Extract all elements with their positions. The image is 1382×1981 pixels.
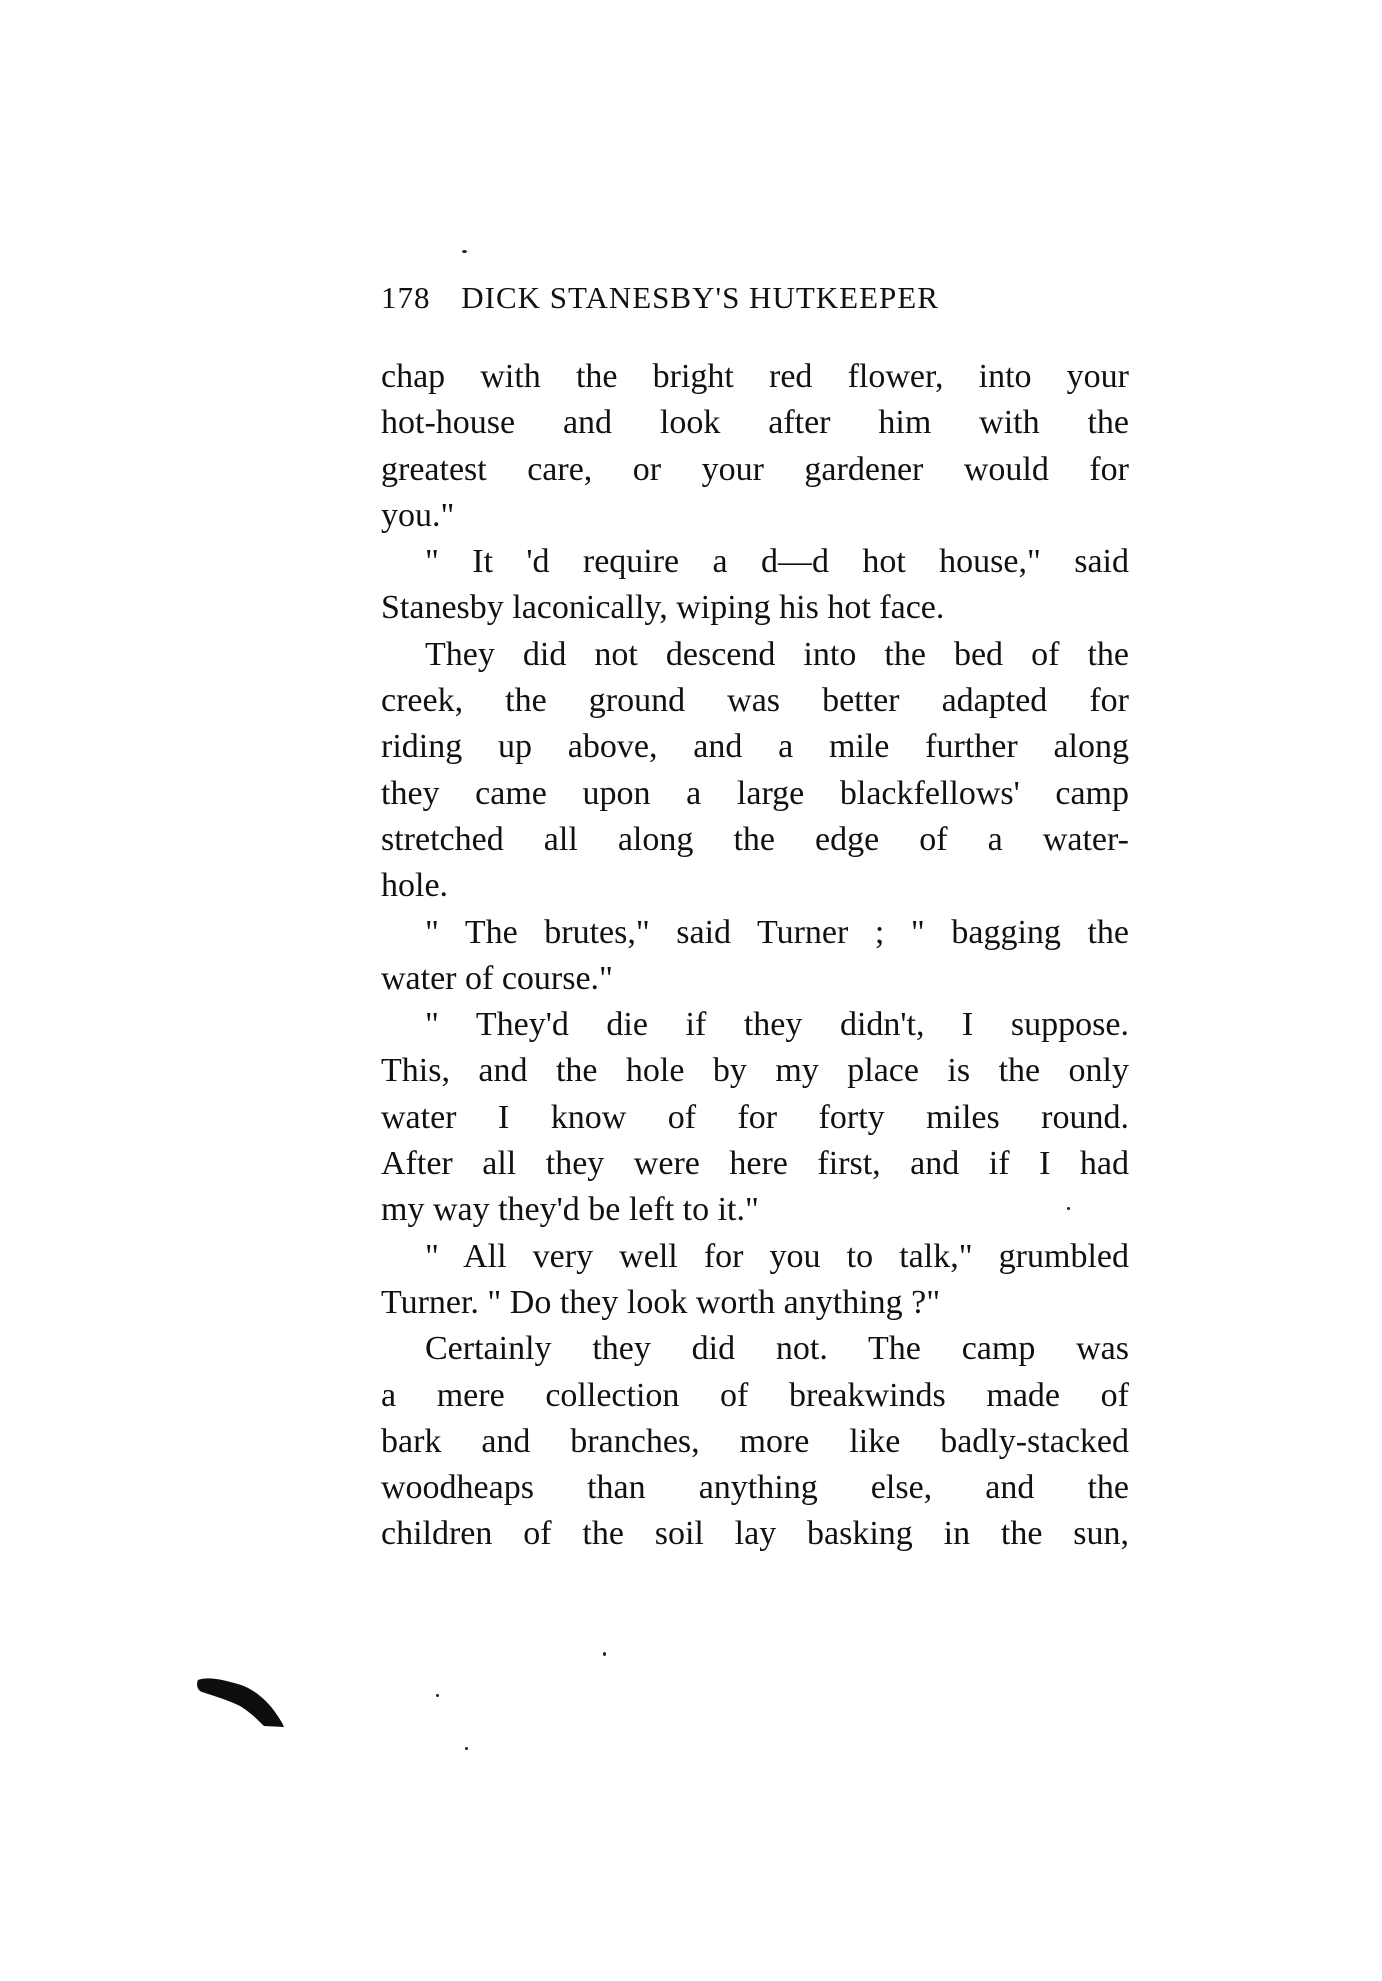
text-line: my way they'd be left to it." [381, 1191, 759, 1229]
text-line: This, and the hole by my place is the only [381, 1052, 1129, 1090]
ink-speck [462, 250, 467, 253]
text-line: hole. [381, 867, 449, 905]
text-line: greatest care, or your gardener would for [381, 450, 1129, 488]
ink-speck [603, 1652, 606, 1656]
text-line: they came upon a large blackfellows' camp [381, 774, 1129, 812]
ink-speck [465, 1747, 468, 1750]
text-line: " The brutes," said Turner ; " bagging the [425, 913, 1129, 951]
text-line: water of course." [381, 959, 613, 997]
text-line: woodheaps than anything else, and the [381, 1469, 1129, 1507]
text-line: you." [381, 496, 455, 534]
text-line: a mere collection of breakwinds made of [381, 1376, 1129, 1414]
text-line: bark and branches, more like badly-stacked [381, 1422, 1129, 1460]
text-line: riding up above, and a mile further along [381, 728, 1129, 766]
ink-speck [1067, 1207, 1070, 1210]
text-line: " They'd die if they didn't, I suppose. [425, 1006, 1129, 1044]
page-number: 178 [381, 280, 431, 315]
text-line: Certainly they did not. The camp was [425, 1330, 1129, 1368]
text-line: After all they were here first, and if I had [381, 1145, 1129, 1183]
ink-speck [436, 1694, 439, 1697]
text-line: children of the soil lay basking in the sun, [381, 1515, 1129, 1553]
running-head [381, 280, 1131, 316]
text-line: chap with the bright red flower, into your [381, 358, 1129, 395]
text-line: Turner. " Do they look worth anything ?" [381, 1283, 941, 1321]
text-line: They did not descend into the bed of the [425, 635, 1129, 673]
running-title: DICK STANESBY'S HUTKEEPER [461, 280, 939, 315]
body-text [381, 354, 1129, 1558]
text-line: Stanesby laconically, wiping his hot face. [381, 589, 945, 627]
text-line: water I know of for forty miles round. [381, 1098, 1129, 1136]
ink-blot [196, 1676, 286, 1728]
text-line: stretched all along the edge of a water- [381, 820, 1129, 858]
text-line: hot-house and look after him with the [381, 404, 1129, 442]
text-line: " It 'd require a d—d hot house," said [425, 543, 1129, 581]
text-line: creek, the ground was better adapted for [381, 682, 1129, 720]
text-line: " All very well for you to talk," grumbled [425, 1237, 1129, 1275]
